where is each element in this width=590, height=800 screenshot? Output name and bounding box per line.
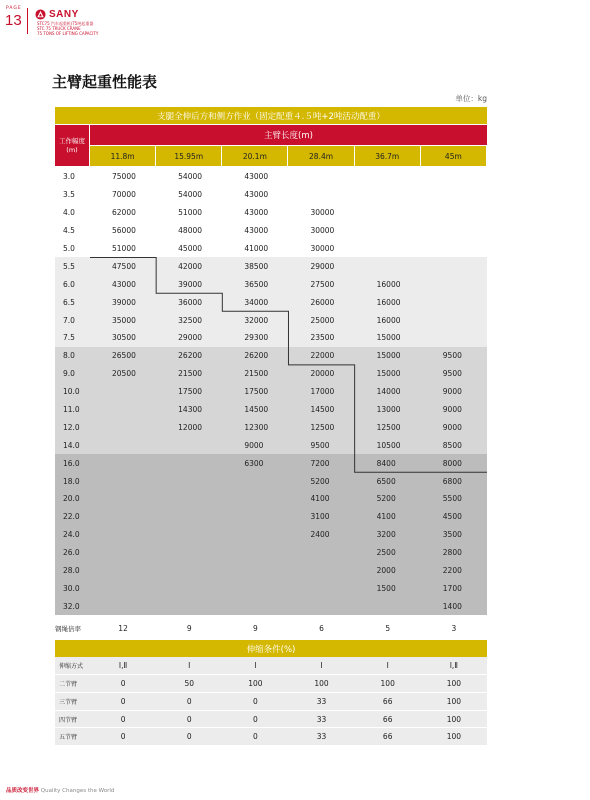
load-value-cell: 9500 <box>421 365 487 383</box>
load-value-cell <box>355 168 421 186</box>
telescope-row <box>55 675 487 693</box>
radius-cell: 7.5 <box>55 329 90 347</box>
load-value-cell <box>355 240 421 258</box>
radius-header-label: 工作幅度 <box>59 136 85 145</box>
load-value-cell: 12500 <box>355 418 421 436</box>
table-row <box>55 186 487 204</box>
telescope-value-cell: 100 <box>446 696 462 706</box>
load-value-cell: 6800 <box>421 472 487 490</box>
load-value-cell: 4100 <box>288 490 354 508</box>
table-row <box>55 562 487 580</box>
load-chart-table <box>55 107 487 746</box>
load-value-cell: 22000 <box>288 347 354 365</box>
load-value-cell: 15000 <box>355 365 421 383</box>
load-value-cell: 12500 <box>288 418 354 436</box>
telescope-value-cell: Ⅰ,Ⅱ <box>118 661 128 671</box>
load-value-cell <box>156 490 222 508</box>
load-value-cell: 5200 <box>288 472 354 490</box>
radius-cell: 28.0 <box>55 562 90 580</box>
load-value-cell <box>156 436 222 454</box>
radius-cell: 6.0 <box>55 275 90 293</box>
telescope-value-cell: 66 <box>382 714 393 724</box>
load-value-cell: 29300 <box>222 329 288 347</box>
boom-length-row <box>90 146 487 166</box>
radius-cell: 26.0 <box>55 544 90 562</box>
telescope-value-cell: 0 <box>186 696 192 706</box>
load-value-cell <box>90 383 156 401</box>
page-number: 13 <box>5 12 22 29</box>
load-value-cell: 21500 <box>222 365 288 383</box>
telescope-value-cell: Ⅰ <box>386 661 389 671</box>
telescope-label: 三节臂 <box>59 698 78 706</box>
load-value-cell: 39000 <box>156 275 222 293</box>
boom-length-cell: 15.95m <box>156 146 222 166</box>
load-value-cell: 17500 <box>156 383 222 401</box>
telescope-value-cell: 0 <box>120 732 126 742</box>
condition-banner: 支腿全伸后方和侧方作业（固定配重４.５吨+2吨活动配重） <box>55 107 487 125</box>
brand-logo <box>35 8 79 20</box>
radius-header <box>55 125 90 166</box>
radius-cell: 8.0 <box>55 347 90 365</box>
load-value-cell: 6300 <box>222 454 288 472</box>
load-value-cell: 10500 <box>355 436 421 454</box>
load-value-cell: 12300 <box>222 418 288 436</box>
load-value-cell <box>90 436 156 454</box>
radius-cell: 20.0 <box>55 490 90 508</box>
load-value-cell <box>288 168 354 186</box>
table-row <box>55 579 487 597</box>
load-value-cell <box>288 562 354 580</box>
load-value-cell <box>421 168 487 186</box>
table-row <box>55 168 487 186</box>
table-row <box>55 204 487 222</box>
load-value-cell: 27500 <box>288 275 354 293</box>
load-value-cell: 26000 <box>288 293 354 311</box>
load-value-cell: 12000 <box>156 418 222 436</box>
load-value-cell: 26500 <box>90 347 156 365</box>
load-value-cell: 1500 <box>355 579 421 597</box>
table-row <box>55 597 487 615</box>
load-value-cell: 51000 <box>156 204 222 222</box>
load-value-cell <box>222 544 288 562</box>
header-divider <box>27 8 28 34</box>
load-value-cell: 43000 <box>222 222 288 240</box>
load-value-cell: 7200 <box>288 454 354 472</box>
load-value-cell: 21500 <box>156 365 222 383</box>
table-row <box>55 436 487 454</box>
load-value-cell <box>222 490 288 508</box>
table-row <box>55 454 487 472</box>
telescope-value-cell: 0 <box>120 678 126 688</box>
table-row <box>55 311 487 329</box>
radius-cell: 24.0 <box>55 526 90 544</box>
telescope-banner: 伸缩条件(%) <box>55 640 487 657</box>
telescope-label: 五节臂 <box>59 734 78 742</box>
load-value-cell <box>90 508 156 526</box>
load-value-cell: 39000 <box>90 293 156 311</box>
telescope-value-cell: 0 <box>253 714 258 724</box>
load-value-cell: 13000 <box>355 401 421 419</box>
radius-cell: 22.0 <box>55 508 90 526</box>
load-value-cell: 17000 <box>288 383 354 401</box>
load-value-cell: 62000 <box>90 204 156 222</box>
load-value-cell: 20000 <box>288 365 354 383</box>
sany-logo-icon <box>35 9 46 20</box>
load-value-cell: 43000 <box>222 168 288 186</box>
telescope-row <box>55 693 487 711</box>
load-value-cell <box>90 544 156 562</box>
telescope-value-cell: 66 <box>382 696 393 706</box>
telescope-table <box>55 657 487 746</box>
telescope-value-cell: 0 <box>253 696 258 706</box>
load-value-cell: 34000 <box>222 293 288 311</box>
load-value-cell: 35000 <box>90 311 156 329</box>
load-value-cell: 1400 <box>421 597 487 615</box>
load-value-cell <box>222 597 288 615</box>
load-value-cell: 3200 <box>355 526 421 544</box>
load-value-cell: 30000 <box>288 222 354 240</box>
telescope-value-cell: 100 <box>446 732 462 742</box>
radius-cell: 6.5 <box>55 293 90 311</box>
radius-cell: 3.5 <box>55 186 90 204</box>
load-value-cell: 6500 <box>355 472 421 490</box>
radius-cell: 3.0 <box>55 168 90 186</box>
load-value-cell: 1700 <box>421 579 487 597</box>
boom-length-cell: 28.4m <box>288 146 354 166</box>
load-value-cell <box>355 204 421 222</box>
load-value-cell <box>288 579 354 597</box>
load-value-cell: 56000 <box>90 222 156 240</box>
load-value-cell <box>90 418 156 436</box>
load-value-cell: 26200 <box>222 347 288 365</box>
load-value-cell <box>222 508 288 526</box>
load-value-cell: 17500 <box>222 383 288 401</box>
load-value-cell: 9000 <box>222 436 288 454</box>
load-value-cell: 2000 <box>355 562 421 580</box>
telescope-label: 四节臂 <box>59 716 78 724</box>
load-value-cell: 23500 <box>288 329 354 347</box>
rope-value-cell: 12 <box>118 623 128 633</box>
boom-length-cell: 11.8m <box>90 146 156 166</box>
footer-slogan-en: Quality Changes the World <box>40 788 115 794</box>
load-value-cell: 36000 <box>156 293 222 311</box>
telescope-value-cell: 50 <box>184 678 194 688</box>
load-value-cell <box>156 526 222 544</box>
load-value-cell: 47500 <box>90 257 156 275</box>
load-value-cell <box>156 544 222 562</box>
table-row <box>55 383 487 401</box>
load-value-cell: 8500 <box>421 436 487 454</box>
rope-value-cell: 9 <box>253 623 258 633</box>
telescope-row <box>55 728 487 746</box>
telescope-value-cell: 100 <box>380 678 395 688</box>
load-value-cell: 2200 <box>421 562 487 580</box>
rope-value-cell: 3 <box>451 623 457 633</box>
load-value-cell <box>355 257 421 275</box>
load-value-cell: 14000 <box>355 383 421 401</box>
load-value-cell: 15000 <box>355 329 421 347</box>
load-value-cell: 75000 <box>90 168 156 186</box>
header-subtitle-cn: STC75 汽车起重机/75吨起重器 <box>37 21 94 26</box>
telescope-value-cell: 100 <box>314 678 329 688</box>
header-subtitle-capacity: 75 TONS OF LIFTING CAPACITY <box>37 31 99 36</box>
page-footer <box>6 786 114 794</box>
load-value-cell <box>90 562 156 580</box>
load-value-cell: 9500 <box>288 436 354 454</box>
load-value-cell <box>90 490 156 508</box>
radius-cell: 7.0 <box>55 311 90 329</box>
load-value-cell: 15000 <box>355 347 421 365</box>
load-value-cell <box>288 186 354 204</box>
telescope-value-cell: Ⅰ <box>254 661 257 671</box>
load-value-cell: 30500 <box>90 329 156 347</box>
radius-cell: 18.0 <box>55 472 90 490</box>
radius-cell: 5.0 <box>55 240 90 258</box>
load-value-cell: 32000 <box>222 311 288 329</box>
load-value-cell <box>421 240 487 258</box>
load-value-cell: 16000 <box>355 311 421 329</box>
load-value-cell: 14500 <box>288 401 354 419</box>
load-value-cell: 32500 <box>156 311 222 329</box>
telescope-value-cell: 66 <box>382 732 393 742</box>
telescope-label: 二节臂 <box>59 680 78 688</box>
load-value-cell: 14300 <box>156 401 222 419</box>
radius-cell: 10.0 <box>55 383 90 401</box>
header-subtitle-en: STC 75 TRUCK CRANE <box>37 26 81 31</box>
boom-length-cell: 36.7m <box>355 146 421 166</box>
rope-value-cell: 9 <box>186 623 192 633</box>
table-row <box>55 418 487 436</box>
load-value-cell: 16000 <box>355 275 421 293</box>
load-value-cell: 5200 <box>355 490 421 508</box>
load-value-cell <box>90 454 156 472</box>
load-value-cell <box>156 579 222 597</box>
radius-header-unit: (m) <box>66 145 78 154</box>
load-value-cell <box>355 186 421 204</box>
load-value-cell <box>421 204 487 222</box>
table-row <box>55 365 487 383</box>
load-value-cell <box>355 222 421 240</box>
load-value-cell <box>222 579 288 597</box>
boom-length-header: 主臂长度(m) <box>90 125 487 146</box>
telescope-value-cell: 0 <box>186 714 192 724</box>
load-value-cell: 9000 <box>421 383 487 401</box>
telescope-row <box>55 711 487 729</box>
load-value-cell: 16000 <box>355 293 421 311</box>
boom-length-cell: 20.1m <box>222 146 288 166</box>
load-value-cell <box>90 579 156 597</box>
telescope-value-cell: 33 <box>316 732 327 742</box>
telescope-value-cell: 100 <box>446 678 462 688</box>
load-value-cell <box>90 401 156 419</box>
load-value-cell <box>90 472 156 490</box>
load-value-cell: 30000 <box>288 204 354 222</box>
radius-cell: 9.0 <box>55 365 90 383</box>
load-value-cell <box>156 472 222 490</box>
load-value-cell: 29000 <box>156 329 222 347</box>
load-value-cell: 3100 <box>288 508 354 526</box>
load-rows <box>55 168 487 615</box>
load-value-cell: 2800 <box>421 544 487 562</box>
page-label: PAGE <box>6 6 22 11</box>
table-row <box>55 222 487 240</box>
table-row <box>55 329 487 347</box>
load-value-cell: 4500 <box>421 508 487 526</box>
load-value-cell <box>421 186 487 204</box>
radius-cell: 4.5 <box>55 222 90 240</box>
load-value-cell: 20500 <box>90 365 156 383</box>
radius-cell: 16.0 <box>55 454 90 472</box>
load-value-cell <box>156 454 222 472</box>
load-value-cell: 29000 <box>288 257 354 275</box>
load-value-cell <box>222 472 288 490</box>
radius-cell: 12.0 <box>55 418 90 436</box>
load-value-cell: 2500 <box>355 544 421 562</box>
telescope-value-cell: 0 <box>120 696 126 706</box>
load-value-cell: 42000 <box>156 257 222 275</box>
radius-cell: 11.0 <box>55 401 90 419</box>
telescope-value-cell: 0 <box>120 714 126 724</box>
load-value-cell: 4100 <box>355 508 421 526</box>
rope-reeving-row <box>55 617 487 639</box>
radius-cell: 32.0 <box>55 597 90 615</box>
load-value-cell: 45000 <box>156 240 222 258</box>
load-value-cell: 70000 <box>90 186 156 204</box>
load-value-cell <box>222 526 288 544</box>
load-value-cell <box>355 597 421 615</box>
rope-label: 钢绳倍率 <box>55 624 81 633</box>
load-value-cell: 48000 <box>156 222 222 240</box>
load-value-cell: 8400 <box>355 454 421 472</box>
table-row <box>55 472 487 490</box>
load-value-cell: 9500 <box>421 347 487 365</box>
boom-length-cell: 45m <box>421 146 487 166</box>
telescope-value-cell: 100 <box>248 678 263 688</box>
table-row <box>55 401 487 419</box>
load-value-cell <box>288 597 354 615</box>
load-value-cell <box>156 508 222 526</box>
load-value-cell <box>90 597 156 615</box>
brand-name: SANY <box>49 8 79 20</box>
load-value-cell: 38500 <box>222 257 288 275</box>
load-value-cell <box>421 257 487 275</box>
table-row <box>55 526 487 544</box>
load-value-cell <box>222 562 288 580</box>
telescope-value-cell: 33 <box>316 714 327 724</box>
table-row <box>55 544 487 562</box>
load-value-cell: 51000 <box>90 240 156 258</box>
table-row <box>55 240 487 258</box>
load-value-cell <box>288 544 354 562</box>
telescope-value-cell: 0 <box>253 732 258 742</box>
radius-cell: 5.5 <box>55 257 90 275</box>
radius-cell: 30.0 <box>55 579 90 597</box>
load-value-cell: 9000 <box>421 418 487 436</box>
table-row <box>55 490 487 508</box>
load-value-cell <box>421 293 487 311</box>
load-value-cell: 3500 <box>421 526 487 544</box>
load-value-cell: 8000 <box>421 454 487 472</box>
load-value-cell <box>156 562 222 580</box>
load-value-cell: 43000 <box>90 275 156 293</box>
table-row <box>55 293 487 311</box>
telescope-row <box>55 657 487 675</box>
telescope-value-cell: Ⅰ <box>188 661 191 671</box>
load-value-cell: 5500 <box>421 490 487 508</box>
load-value-cell: 36500 <box>222 275 288 293</box>
rope-value-cell: 6 <box>319 623 324 633</box>
load-value-cell: 25000 <box>288 311 354 329</box>
page-title: 主臂起重性能表 <box>52 73 158 91</box>
load-value-cell: 43000 <box>222 186 288 204</box>
load-value-cell: 43000 <box>222 204 288 222</box>
table-row <box>55 508 487 526</box>
load-value-cell: 9000 <box>421 401 487 419</box>
load-value-cell: 2400 <box>288 526 354 544</box>
table-row <box>55 347 487 365</box>
load-value-cell: 54000 <box>156 168 222 186</box>
load-value-cell <box>156 597 222 615</box>
load-value-cell <box>90 526 156 544</box>
radius-cell: 14.0 <box>55 436 90 454</box>
load-value-cell <box>421 275 487 293</box>
load-value-cell: 14500 <box>222 401 288 419</box>
footer-slogan-cn: 品质改变世界 <box>6 788 40 794</box>
telescope-value-cell: Ⅰ <box>320 661 323 671</box>
load-value-cell: 41000 <box>222 240 288 258</box>
telescope-value-cell: 100 <box>446 714 462 724</box>
load-value-cell: 26200 <box>156 347 222 365</box>
load-value-cell <box>421 311 487 329</box>
telescope-value-cell: 0 <box>186 732 192 742</box>
unit-label: 单位：kg <box>455 94 487 103</box>
table-header <box>55 125 487 166</box>
load-value-cell: 30000 <box>288 240 354 258</box>
table-row <box>55 257 487 275</box>
radius-cell: 4.0 <box>55 204 90 222</box>
load-value-cell <box>421 222 487 240</box>
telescope-value-cell: Ⅰ,Ⅱ <box>449 661 458 671</box>
telescope-label: 伸缩方式 <box>59 663 84 671</box>
telescope-value-cell: 33 <box>316 696 327 706</box>
load-value-cell: 54000 <box>156 186 222 204</box>
load-value-cell <box>421 329 487 347</box>
page-header <box>0 0 590 50</box>
rope-value-cell: 5 <box>385 623 391 633</box>
table-row <box>55 275 487 293</box>
